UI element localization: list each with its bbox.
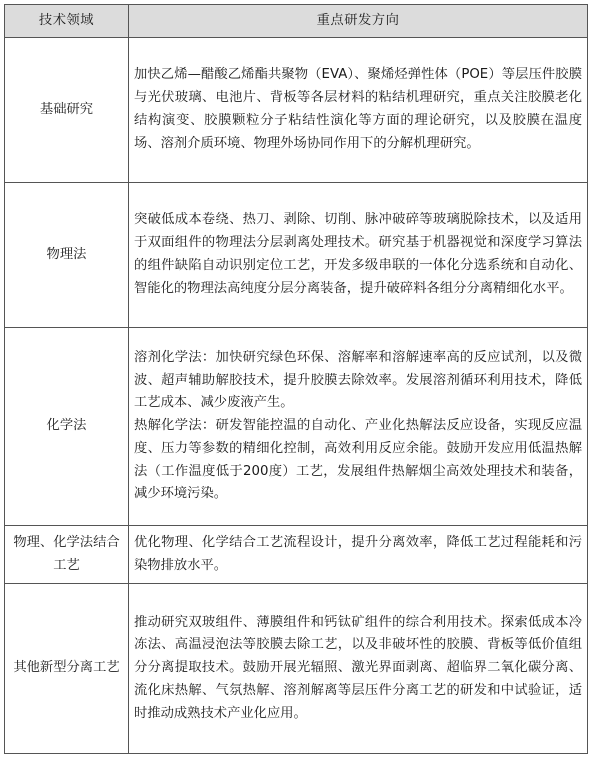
row-domain-chemical: 化学法 <box>5 328 129 526</box>
direction-paragraph-pyrolysis: 热解化学法：研发智能控温的自动化、产业化热解法反应设备，实现反应温度、压力等参数的精细化控制，高效利用反应余能。鼓励开发应用低温热解法（工作温度低于200度）工艺，发展组件热解烟尘高效处理技术和装备，减少环境污染。 <box>134 418 582 502</box>
row-direction-chemical <box>129 328 588 526</box>
row-direction-combined <box>129 526 588 584</box>
row-domain-basic-research: 基础研究 <box>5 38 129 183</box>
header-tech-domain: 技术领域 <box>5 5 129 38</box>
header-rd-direction: 重点研发方向 <box>129 5 588 38</box>
direction-paragraph: 突破低成本卷绕、热刀、剥除、切削、脉冲破碎等玻璃脱除技术，以及适用于双面组件的物理法分层剥离处理技术。研究基于机器视觉和深度学习算法的组件缺陷自动识别定位工艺，开发多级串联的一体化分选系统和自动化、智能化的物理法高纯度分层分离装备，提升破碎料各组分分离精细化水平。 <box>134 212 582 296</box>
row-direction-physical <box>129 183 588 328</box>
row-domain-combined: 物理、化学法结合工艺 <box>5 526 129 584</box>
row-domain-other-new: 其他新型分离工艺 <box>5 584 129 754</box>
row-direction-basic-research <box>129 38 588 183</box>
direction-paragraph-solvent: 溶剂化学法：加快研究绿色环保、溶解率和溶解速率高的反应试剂，以及微波、超声辅助解胶技术，提升胶膜去除效率。发展溶剂循环利用技术，降低工艺成本、减少废液产生。 <box>134 349 582 411</box>
direction-paragraph: 加快乙烯—醋酸乙烯酯共聚物（EVA）、聚烯烃弹性体（POE）等层压件胶膜与光伏玻璃、电池片、背板等各层材料的粘结机理研究，重点关注胶膜老化结构演变、胶膜颗粒分子粘结性演化等方面的理论研究，以及胶膜在温度场、溶剂介质环境、物理外场协同作用下的分解机理研究。 <box>134 67 582 151</box>
table-row <box>5 328 588 526</box>
table-row <box>5 526 588 584</box>
row-direction-other-new <box>129 584 588 754</box>
table-row <box>5 38 588 183</box>
table-row <box>5 584 588 754</box>
rd-direction-table <box>4 4 588 754</box>
direction-paragraph: 推动研究双玻组件、薄膜组件和钙钛矿组件的综合利用技术。探索低成本冷冻法、高温浸泡法等胶膜去除工艺，以及非破坏性的胶膜、背板等低价值组分分离提取技术。鼓励开展光辐照、激光界面剥离、超临界二氧化碳分离、流化床热解、气氛热解、溶剂解离等层压件分离工艺的研发和中试验证，适时推动成熟技术产业化应用。 <box>134 614 582 721</box>
row-domain-physical: 物理法 <box>5 183 129 328</box>
table-header-row <box>5 5 588 38</box>
table-row <box>5 183 588 328</box>
direction-paragraph: 优化物理、化学结合工艺流程设计，提升分离效率，降低工艺过程能耗和污染物排放水平。 <box>134 534 582 573</box>
